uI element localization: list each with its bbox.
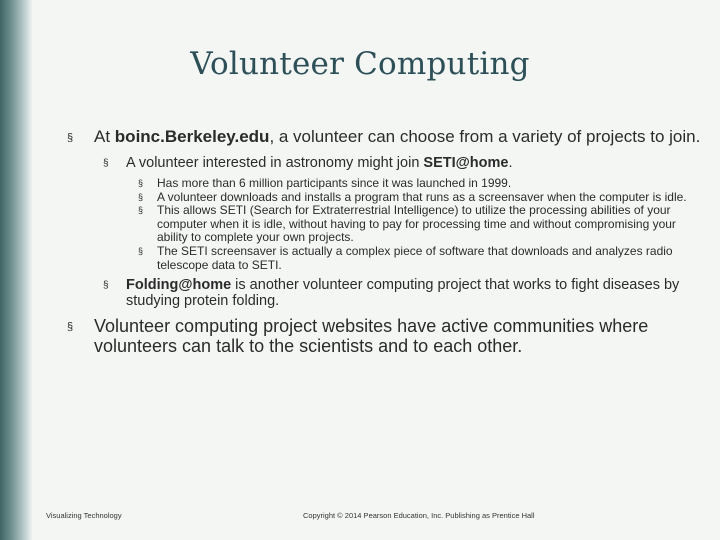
slide-title: Volunteer Computing — [190, 46, 530, 82]
bullet-seti — [63, 155, 703, 171]
bullet-seti-detail-2 — [63, 191, 703, 205]
bullet-seti-detail-1 — [63, 177, 703, 191]
bullet-folding-strong: Folding@home — [126, 277, 232, 294]
bullet-seti-detail-text: The SETI screensaver is actually a complex piece of software that downloads and analyzes radio telescope data to SETI. — [157, 243, 673, 272]
footer-copyright: Copyright © 2014 Pearson Education, Inc. Publishing as Prentice Hall — [303, 511, 535, 520]
bullet-marker: § — [103, 158, 109, 169]
bullet-marker: § — [67, 132, 74, 144]
bullet-folding — [63, 277, 703, 309]
bullet-marker: § — [138, 178, 144, 188]
bullet-marker: § — [138, 205, 144, 216]
bullet-seti-post: . — [508, 155, 513, 171]
bullet-communities-text: Volunteer computing project websites have active communities where volunteers can talk to the scientists and to each other. — [94, 316, 649, 357]
bullet-seti-detail-4 — [63, 245, 703, 272]
bullet-boinc-pre: At — [94, 127, 115, 146]
bullet-boinc-post: , a volunteer can choose from a variety of projects to join. — [269, 127, 701, 146]
bullet-marker: § — [138, 245, 144, 256]
bullet-marker: § — [67, 321, 74, 334]
bullet-marker: § — [138, 191, 144, 202]
footer-book-title: Visualizing Technology — [46, 511, 122, 520]
bullet-communities — [63, 316, 703, 356]
bullet-marker: § — [103, 280, 109, 292]
bullet-seti-pre: A volunteer interested in astronomy might join — [126, 155, 424, 171]
slide-content — [63, 127, 703, 356]
bullet-seti-detail-text: A volunteer downloads and installs a program that runs as a screensaver when the computer is idle. — [157, 189, 687, 204]
bullet-seti-detail-text: This allows SETI (Search for Extraterrestrial Intelligence) to utilize the processing abilities of your computer when it is idle, without having to pay for processing time and without compromising your ability to complete your own projects. — [157, 203, 676, 245]
bullet-folding-post: is another volunteer computing project that works to fight diseases by studying protein folding. — [126, 277, 680, 310]
bullet-seti-strong: SETI@home — [423, 155, 509, 171]
bullet-seti-detail-text: Has more than 6 million participants since it was launched in 1999. — [157, 176, 512, 190]
bullet-boinc — [63, 127, 703, 147]
bullet-boinc-link: boinc.Berkeley.edu — [114, 127, 270, 146]
bullet-seti-detail-3 — [63, 204, 703, 245]
